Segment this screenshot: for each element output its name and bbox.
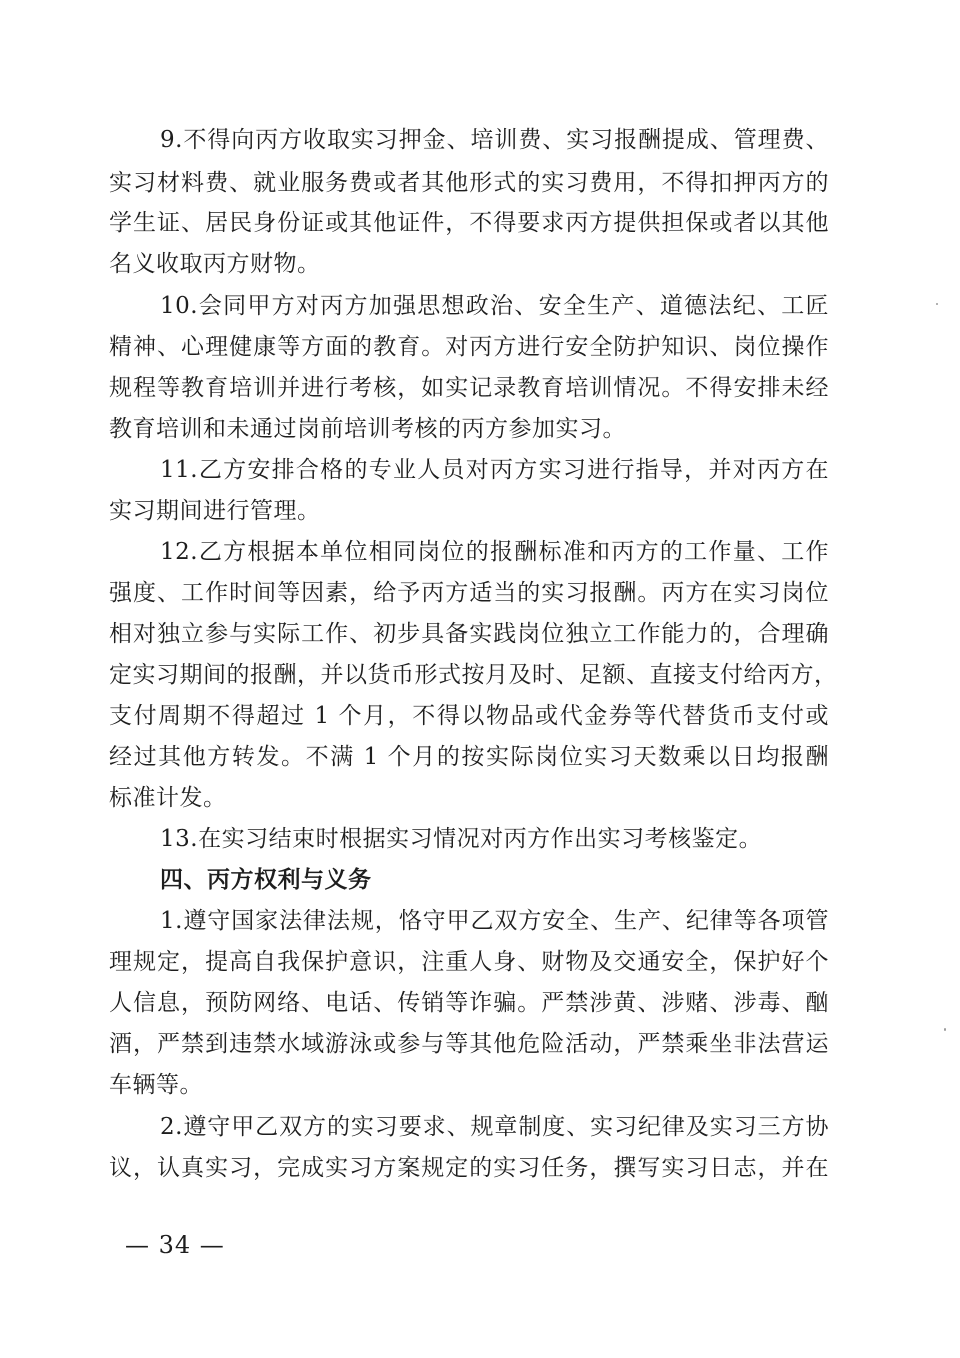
text-line: 1.遵守国家法律法规，恪守甲乙双方安全、生产、纪律等各项管	[160, 908, 829, 934]
text-line: 9.不得向丙方收取实习押金、培训费、实习报酬提成、管理费、	[160, 127, 829, 153]
text-line: 12.乙方根据本单位相同岗位的报酬标准和丙方的工作量、工作	[160, 539, 829, 565]
text-line: 相对独立参与实际工作、初步具备实践岗位独立工作能力的，合理确	[109, 621, 829, 647]
text-line: 人信息，预防网络、电话、传销等诈骗。严禁涉黄、涉赌、涉毒、酗	[109, 990, 829, 1016]
text-line: 经过其他方转发。不满 1 个月的按实际岗位实习天数乘以日均报酬	[109, 744, 829, 770]
text-line: 教育培训和未通过岗前培训考核的丙方参加实习。	[109, 416, 626, 442]
text-line: 酒，严禁到违禁水域游泳或参与等其他危险活动，严禁乘坐非法营运	[109, 1031, 829, 1057]
section-heading: 四、丙方权利与义务	[160, 867, 372, 893]
text-line: 定实习期间的报酬，并以货币形式按月及时、足额、直接支付给丙方，	[109, 662, 838, 688]
text-line: 标准计发。	[109, 785, 227, 811]
text-line: 车辆等。	[109, 1072, 203, 1098]
text-line: 11.乙方安排合格的专业人员对丙方实习进行指导，并对丙方在	[160, 457, 829, 483]
text-line: 强度、工作时间等因素，给予丙方适当的实习报酬。丙方在实习岗位	[109, 580, 829, 606]
text-line: 2.遵守甲乙双方的实习要求、规章制度、实习纪律及实习三方协	[160, 1114, 829, 1140]
text-line: 实习期间进行管理。	[109, 498, 321, 524]
scan-speck	[944, 1028, 946, 1031]
text-line: 学生证、居民身份证或其他证件，不得要求丙方提供担保或者以其他	[109, 210, 829, 236]
scan-speck	[936, 303, 938, 305]
text-line: 议，认真实习，完成实习方案规定的实习任务，撰写实习日志，并在	[109, 1155, 829, 1181]
text-line: 规程等教育培训并进行考核，如实记录教育培训情况。不得安排未经	[109, 375, 829, 401]
text-line: 10.会同甲方对丙方加强思想政治、安全生产、道德法纪、工匠	[160, 293, 829, 319]
text-line: 支付周期不得超过 1 个月，不得以物品或代金券等代替货币支付或	[109, 703, 829, 729]
text-line: 精神、心理健康等方面的教育。对丙方进行安全防护知识、岗位操作	[109, 334, 829, 360]
text-line: 实习材料费、就业服务费或者其他形式的实习费用，不得扣押丙方的	[109, 170, 829, 196]
text-line: 名义收取丙方财物。	[109, 251, 321, 277]
page-number: — 34 —	[125, 1231, 225, 1259]
text-line: 理规定，提高自我保护意识，注重人身、财物及交通安全，保护好个	[109, 949, 829, 975]
text-line: 13.在实习结束时根据实习情况对丙方作出实习考核鉴定。	[160, 826, 763, 852]
